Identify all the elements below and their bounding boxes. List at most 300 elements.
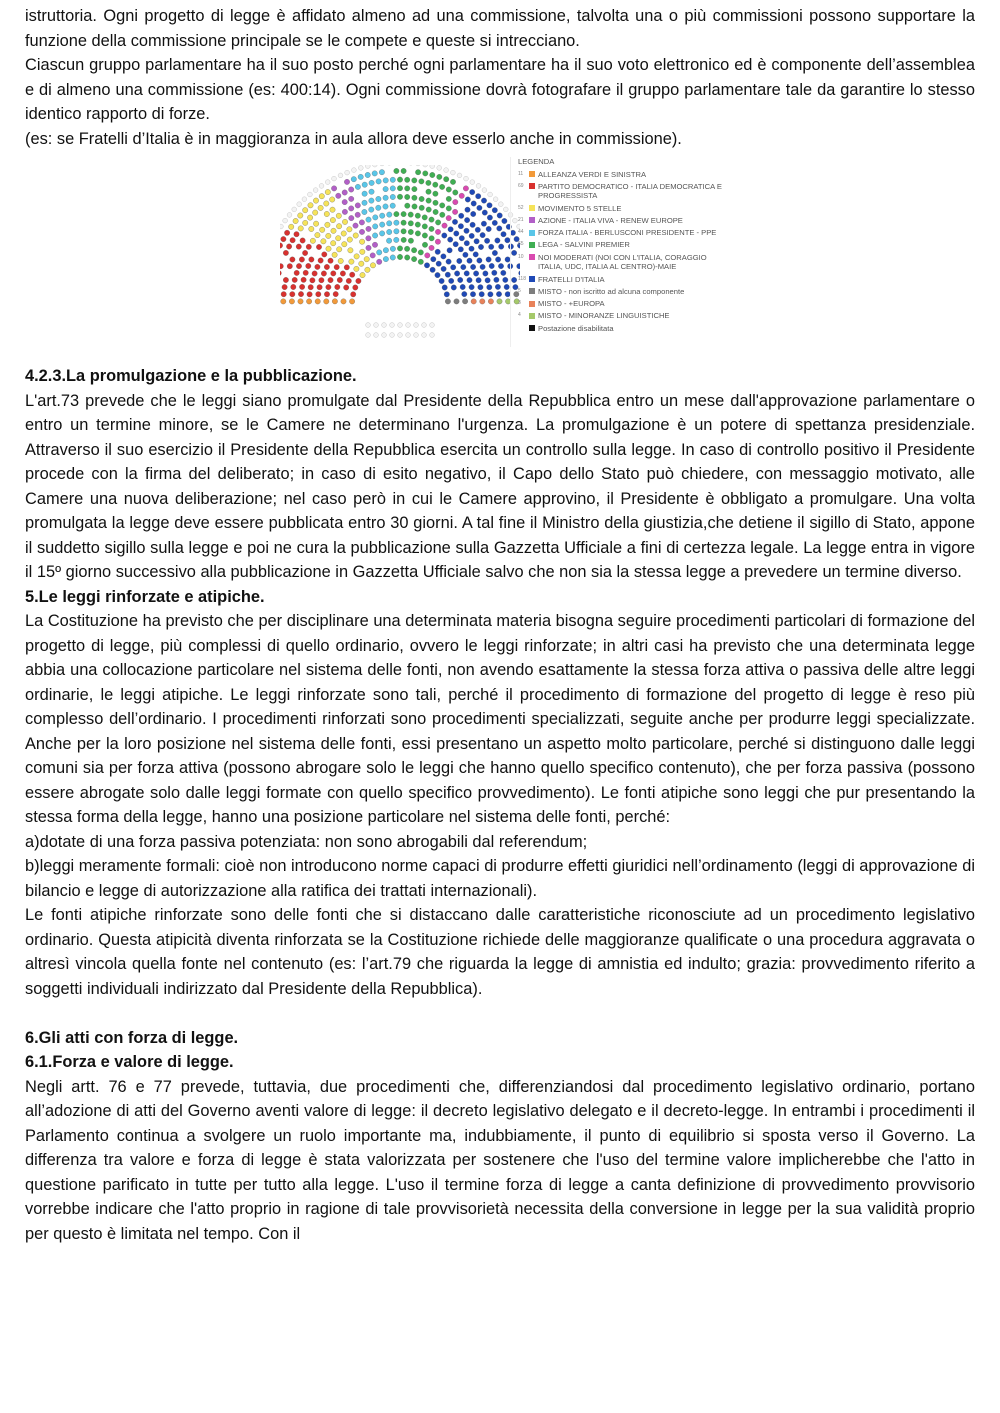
seat-marker — [370, 263, 375, 268]
seat-marker — [394, 211, 399, 216]
legend-item-count: 3 — [518, 300, 521, 307]
seat-marker — [453, 242, 458, 247]
seat-marker — [484, 238, 489, 243]
seat-marker — [322, 252, 327, 257]
legend-item-count: 5 — [518, 287, 521, 294]
parliament-seating-figure — [25, 157, 975, 354]
seat-marker — [331, 241, 336, 246]
seat-marker — [364, 257, 369, 262]
seat-marker — [401, 229, 406, 234]
seat-marker — [315, 299, 320, 304]
seat-marker — [397, 246, 402, 251]
empty-seat-marker — [380, 165, 385, 166]
seat-marker — [441, 254, 446, 259]
seat-marker — [405, 186, 410, 191]
seat-marker — [511, 250, 516, 255]
seat-marker — [463, 252, 468, 257]
bench-seat-marker — [406, 323, 411, 328]
legend-item-label: ALLEANZA VERDI E SINISTRA — [538, 169, 647, 179]
seat-marker — [408, 229, 413, 234]
seat-marker — [492, 270, 497, 275]
legend-swatch — [529, 254, 535, 260]
seat-marker — [280, 243, 283, 248]
paragraph: La Costituzione ha previsto che per disciplinare una determinata materia bisogna seguire procedimenti particolari di formazione del progetto di legge, più complessi di quello ordinario, ovvero le leggi rinforzate; in altri casi ha previsto che una determinata legge abbia una collocazione particolare nel sistema delle fonti, non avendo esattamente la stessa forza attiva o passiva delle altre leggi ordinarie, le leggi atipiche. Le leggi rinforzate sono tali, perché il procedimento di formazione del progetto di legge è reso più complesso dell’ordinario. I procedimenti rinforzati sono procedimenti specializzati, seguite anche per produrre leggi specializzate. Anche per la loro posizione nel sistema delle fonti, essi presentano un aspetto molto particolare, perché si distinguono dalle leggi comuni sia per forza attiva (possono abrogare solo le leggi che hanno quello specifico contenuto), che per forza passiva (possono essere abrogate solo dalle leggi formate con quello specifico provvedimento). Le fonti atipiche sono leggi che pur presentando la stessa forma della legge, hanno una posizione particolare nel sistema delle fonti, perché: — [25, 612, 975, 826]
seat-marker — [471, 299, 476, 304]
seat-marker — [499, 244, 504, 249]
seat-marker — [331, 271, 336, 276]
seat-marker — [324, 201, 329, 206]
seat-marker — [412, 204, 417, 209]
seat-marker — [342, 219, 347, 224]
seat-marker — [379, 170, 384, 175]
bench-seat-marker — [374, 333, 379, 338]
seat-marker — [337, 247, 342, 252]
seat-marker — [362, 200, 367, 205]
empty-seat-marker — [470, 180, 475, 185]
empty-seat-marker — [292, 207, 297, 212]
seat-marker — [287, 264, 292, 269]
seat-marker — [469, 233, 474, 238]
seat-marker — [453, 199, 458, 204]
seat-marker — [436, 261, 441, 266]
seat-marker — [342, 209, 347, 214]
seat-marker — [462, 299, 467, 304]
seat-marker — [326, 246, 331, 251]
seat-marker — [488, 299, 493, 304]
seat-marker — [316, 292, 321, 297]
seat-marker — [465, 197, 470, 202]
seat-marker — [442, 233, 447, 238]
seat-marker — [324, 211, 329, 216]
seat-marker — [435, 239, 440, 244]
paragraph: L'art.73 prevede che le leggi siano promulgate dal Presidente della Repubblica entro un mese dall'approvazione parlamentare o entro un termine minore, se le Camere ne determinano l'urgenza. La promulgazione è un potere di spettanza presidenziale. Attraverso il suo esercizio il Presidente della Repubblica esercita un controllo sulla legge. In caso di controllo positivo il Presidente procede con la firma del deliberato; in caso di esito negativo, il Capo dello Stato può chiedere, con messaggio motivato, alle Camere una nuova deliberazione; nel caso però in cui le Camere approvino, il Presidente è obbligato a promulgare. Una volta promulgata la legge deve essere pubblicata entro 30 giorni. A tal fine il Ministro della giustizia,che detiene il sigillo di Stato, appone il suddetto sigillo sulla legge e poi ne cura la pubblicazione sulla Gazzetta Ufficiale a fini di certezza legale. La legge entra in vigore il 15º giorno successivo alla pubblicazione in Gazzetta Ufficiale salvo che non sia la stessa legge a prevedere un termine diverso. — [25, 391, 975, 581]
seat-marker — [302, 250, 307, 255]
seat-marker — [459, 213, 464, 218]
seat-marker — [444, 177, 449, 182]
seat-marker — [496, 291, 501, 296]
seat-marker — [475, 227, 480, 232]
seat-marker — [349, 196, 354, 201]
seat-marker — [387, 221, 392, 226]
seat-marker — [445, 272, 450, 277]
seat-marker — [394, 220, 399, 225]
seat-marker — [344, 265, 349, 270]
seat-marker — [346, 278, 351, 283]
seat-marker — [418, 259, 423, 264]
seat-marker — [284, 230, 289, 235]
legend-item-label: LEGA - SALVINI PREMIER — [538, 240, 630, 250]
seat-marker — [433, 191, 438, 196]
seat-marker — [448, 237, 453, 242]
legend-item-label: Postazione disabilitata — [538, 323, 614, 333]
legend-swatch — [529, 217, 535, 223]
bench-seat-marker — [374, 323, 379, 328]
seat-marker — [474, 239, 479, 244]
empty-seat-marker — [498, 202, 503, 207]
seat-marker — [353, 223, 358, 228]
legend-swatch — [529, 301, 535, 307]
seat-marker — [362, 209, 367, 214]
bench-seat-marker — [382, 323, 387, 328]
seat-marker — [366, 245, 371, 250]
seat-marker — [467, 258, 472, 263]
seat-marker — [437, 174, 442, 179]
seat-marker — [332, 252, 337, 257]
bench-seat-marker — [414, 323, 419, 328]
seat-marker — [467, 277, 472, 282]
seat-marker — [448, 227, 453, 232]
bench-seat-marker — [366, 333, 371, 338]
bench-seat-marker — [366, 323, 371, 328]
seat-marker — [454, 271, 459, 276]
seat-marker — [347, 227, 352, 232]
seat-marker — [373, 224, 378, 229]
seat-marker — [431, 257, 436, 262]
seat-marker — [318, 258, 323, 263]
seat-marker — [383, 204, 388, 209]
bench-seat-marker — [430, 323, 435, 328]
empty-seat-marker — [308, 192, 313, 197]
seat-marker — [446, 215, 451, 220]
seat-marker — [469, 246, 474, 251]
legend-swatch — [529, 230, 535, 236]
seat-marker — [441, 266, 446, 271]
seat-marker — [307, 215, 312, 220]
seat-marker — [325, 189, 330, 194]
legend-item — [518, 216, 733, 226]
legend-item — [518, 287, 733, 297]
seat-marker — [280, 264, 283, 269]
seat-marker — [369, 189, 374, 194]
empty-seat-marker — [430, 165, 435, 169]
seat-marker — [347, 237, 352, 242]
seat-marker — [426, 189, 431, 194]
seat-marker — [465, 207, 470, 212]
seat-marker — [408, 212, 413, 217]
seat-marker — [376, 205, 381, 210]
seat-marker — [464, 228, 469, 233]
legend-item-count: 44 — [518, 229, 524, 236]
seat-marker — [415, 170, 420, 175]
seat-marker — [336, 236, 341, 241]
empty-seat-marker — [313, 188, 318, 193]
legend-item-label: MISTO - +EUROPA — [538, 299, 605, 309]
seat-marker — [387, 212, 392, 217]
seat-marker — [454, 299, 459, 304]
seat-marker — [397, 177, 402, 182]
seat-marker — [283, 250, 288, 255]
paragraph-intro-1: istruttoria. Ogni progetto di legge è affidato almeno ad una commissione, talvolta una o più commissioni possono supportare la funzione della commissione principale se le compete e queste si intrecciano. — [25, 7, 975, 50]
seat-marker — [298, 213, 303, 218]
legend-item-count: 69 — [518, 182, 524, 189]
paragraph: Le fonti atipiche rinforzate sono delle fonti che si distaccano dalle caratteristiche riconosciute ad un procedimento legislativo ordinario. Questa atipicità diventa rinforzata se la Costituzione richiede delle maggioranze qualificate o una procedura aggravata o altresì vincola quella fonte nel contenuto (es: l’art.79 che riguarda la legge di amnistia ed indulto; grazia: provvedimento riferito a soggetti individuali indirizzato dal Presidente della Repubblica). — [25, 906, 975, 998]
seat-marker — [317, 285, 322, 290]
legend-item — [518, 228, 733, 238]
seat-marker — [495, 257, 500, 262]
seat-marker — [477, 258, 482, 263]
legend-item-label: AZIONE - ITALIA VIVA - RENEW EUROPE — [538, 215, 683, 225]
seat-marker — [440, 212, 445, 217]
legend-swatch — [529, 325, 535, 331]
legend-item — [518, 204, 733, 214]
seat-marker — [501, 270, 506, 275]
seat-marker — [380, 213, 385, 218]
bench-seat-marker — [430, 333, 435, 338]
seat-marker — [487, 215, 492, 220]
seat-marker — [498, 263, 503, 268]
seat-marker — [397, 254, 402, 259]
seat-marker — [379, 231, 384, 236]
seat-marker — [298, 299, 303, 304]
legend-item — [518, 182, 733, 201]
seat-marker — [405, 177, 410, 182]
seat-marker — [337, 277, 342, 282]
seat-marker — [429, 245, 434, 250]
seat-marker — [394, 229, 399, 234]
seat-marker — [362, 182, 367, 187]
seat-marker — [419, 205, 424, 210]
seat-marker — [470, 222, 475, 227]
seat-marker — [353, 285, 358, 290]
empty-seat-marker — [488, 192, 493, 197]
seat-marker — [360, 249, 365, 254]
empty-seat-marker — [457, 173, 462, 178]
legend-item — [518, 240, 733, 250]
seat-marker — [422, 242, 427, 247]
seat-marker — [330, 207, 335, 212]
seat-marker — [390, 246, 395, 251]
seat-marker — [426, 180, 431, 185]
seat-marker — [401, 237, 406, 242]
seat-marker — [315, 264, 320, 269]
seat-marker — [459, 193, 464, 198]
seat-marker — [408, 221, 413, 226]
legend-item-label: MISTO - non iscritto ad alcuna componente — [538, 286, 685, 296]
seat-marker — [387, 229, 392, 234]
legend-item — [518, 311, 733, 321]
legend-items — [518, 170, 733, 334]
seat-marker — [401, 220, 406, 225]
seat-marker — [430, 172, 435, 177]
seat-marker — [422, 215, 427, 220]
seat-marker — [426, 198, 431, 203]
seat-marker — [394, 168, 399, 173]
seat-marker — [303, 220, 308, 225]
bench-seat-marker — [422, 323, 427, 328]
empty-seat-marker — [338, 173, 343, 178]
seat-marker — [446, 196, 451, 201]
seat-marker — [435, 272, 440, 277]
seat-marker — [331, 186, 336, 191]
seat-marker — [359, 220, 364, 225]
seat-marker — [289, 299, 294, 304]
seat-marker — [476, 278, 481, 283]
seat-marker — [290, 292, 295, 297]
seat-marker — [383, 186, 388, 191]
seat-marker — [451, 265, 456, 270]
seat-marker — [458, 247, 463, 252]
seat-marker — [401, 211, 406, 216]
empty-seat-marker — [464, 176, 469, 181]
seat-marker — [494, 277, 499, 282]
seat-marker — [290, 238, 295, 243]
empty-seat-marker — [287, 213, 292, 218]
seat-marker — [325, 222, 330, 227]
bench-seat-marker — [406, 333, 411, 338]
seat-marker — [469, 284, 474, 289]
seat-marker — [501, 232, 506, 237]
seat-marker — [358, 174, 363, 179]
seat-marker — [492, 250, 497, 255]
seat-marker — [486, 257, 491, 262]
seat-marker — [342, 190, 347, 195]
seat-marker — [473, 252, 478, 257]
seat-marker — [344, 285, 349, 290]
legend-item-label: FRATELLI D'ITALIA — [538, 274, 605, 284]
seat-marker — [315, 232, 320, 237]
seat-marker — [429, 236, 434, 241]
seat-marker — [471, 211, 476, 216]
seat-marker — [359, 261, 364, 266]
seat-marker — [444, 292, 449, 297]
seat-marker — [355, 203, 360, 208]
seat-marker — [415, 213, 420, 218]
legend-swatch — [529, 313, 535, 319]
empty-seat-marker — [352, 168, 357, 173]
seat-marker — [336, 224, 341, 229]
seat-marker — [281, 299, 286, 304]
legend-item-count: 4 — [518, 312, 521, 319]
seat-marker — [405, 203, 410, 208]
seat-marker — [445, 299, 450, 304]
seat-marker — [480, 299, 485, 304]
seat-marker — [293, 218, 298, 223]
seat-marker — [412, 186, 417, 191]
document-body — [25, 364, 975, 1246]
seat-marker — [510, 230, 515, 235]
seat-marker — [301, 277, 306, 282]
seat-marker — [446, 187, 451, 192]
legend-swatch — [529, 171, 535, 177]
seat-marker — [397, 194, 402, 199]
seating-legend — [518, 157, 733, 336]
seat-marker — [486, 226, 491, 231]
seat-marker — [340, 271, 345, 276]
empty-seat-marker — [476, 184, 481, 189]
seat-marker — [464, 271, 469, 276]
document-page — [25, 4, 975, 1246]
paragraph-intro-2: Ciascun gruppo parlamentare ha il suo posto perché ogni parlamentare ha il suo voto elettronico ed è componente dell’assemblea e di almeno una commissione (es: 400:14). Ogni commissione dovrà fotografare il gruppo parlamentare tale da garantire lo stesso identico rapporto di forze. — [25, 56, 975, 123]
seat-marker — [355, 212, 360, 217]
empty-seat-marker — [503, 207, 508, 212]
empty-seat-marker — [513, 218, 518, 223]
seat-marker — [442, 285, 447, 290]
seat-marker — [334, 264, 339, 269]
seat-marker — [333, 291, 338, 296]
seat-marker — [359, 229, 364, 234]
legend-item — [518, 324, 733, 334]
seat-marker — [433, 209, 438, 214]
seat-marker — [489, 263, 494, 268]
seat-marker — [503, 277, 508, 282]
legend-item-label: NOI MODERATI (NOI CON L'ITALIA, CORAGGIO ITALIA, UDC, ITALIA AL CENTRO)-MAIE — [538, 252, 707, 272]
seat-marker — [291, 284, 296, 289]
bench-seat-marker — [422, 333, 427, 338]
seat-marker — [290, 257, 295, 262]
legend-item — [518, 275, 733, 285]
seat-marker — [328, 277, 333, 282]
seat-marker — [369, 180, 374, 185]
seat-marker — [470, 264, 475, 269]
seat-marker — [313, 210, 318, 215]
paragraph: Negli artt. 76 e 77 prevede, tuttavia, due procedimenti che, differenziandosi dal procedimento legislativo ordinario, portano all’adozione di atti del Governo aventi valore di legge: il decreto legislativo delegato e il decreto-legge. In entrambi i procedimenti il Parlamento continua a svolgere un ruolo importante ma, indubbiamente, il punto di equilibrio si sposta verso il Governo. La differenza tra valore e forza di legge è stata valorizzata per sostenere che l'uso del termine valore implicherebbe che l'atto in questione parificato in tutte per tutto alla legge. L'uso il termine forza di legge a canta definizione di provvedimento provvisorio vorrebbe indicare che l'atto proprio in ragione di tale provvisorietà necessita della conversione in legge per la sua validità proprio per questo è limitata nel tempo. Con il — [25, 1077, 975, 1243]
seat-marker — [479, 292, 484, 297]
seat-marker — [349, 299, 354, 304]
seat-marker — [326, 284, 331, 289]
seat-marker — [376, 196, 381, 201]
bench-seat-marker — [390, 323, 395, 328]
seat-marker — [349, 259, 354, 264]
seat-marker — [429, 217, 434, 222]
seat-marker — [447, 248, 452, 253]
section-heading: 6.1.Forza e valore di legge. — [25, 1053, 234, 1071]
seat-marker — [433, 182, 438, 187]
seat-marker — [330, 217, 335, 222]
seat-marker — [452, 219, 457, 224]
seat-marker — [408, 238, 413, 243]
seat-marker — [383, 256, 388, 261]
seat-marker — [462, 291, 467, 296]
bench-seat-marker — [390, 333, 395, 338]
seat-marker — [319, 278, 324, 283]
legend-swatch — [529, 205, 535, 211]
seat-marker — [308, 203, 313, 208]
empty-seat-marker — [283, 218, 288, 223]
seat-marker — [460, 284, 465, 289]
seat-marker — [383, 178, 388, 183]
seat-marker — [306, 299, 311, 304]
seat-marker — [390, 177, 395, 182]
seat-marker — [353, 233, 358, 238]
seat-marker — [405, 255, 410, 260]
seat-marker — [318, 205, 323, 210]
seat-marker — [397, 186, 402, 191]
seat-marker — [497, 299, 502, 304]
seat-marker — [433, 200, 438, 205]
seat-marker — [341, 231, 346, 236]
empty-seat-marker — [482, 188, 487, 193]
seat-marker — [335, 284, 340, 289]
section-heading: 4.2.3.La promulgazione e la pubblicazione. — [25, 367, 357, 385]
seat-marker — [320, 227, 325, 232]
seat-marker — [324, 264, 329, 269]
seat-marker — [483, 271, 488, 276]
legend-item-count: 118 — [518, 275, 526, 282]
bench-seat-marker — [398, 323, 403, 328]
seat-marker — [390, 203, 395, 208]
seat-marker — [349, 206, 354, 211]
seat-marker — [307, 292, 312, 297]
figure-divider — [510, 157, 511, 347]
seat-marker — [377, 259, 382, 264]
seat-marker — [303, 208, 308, 213]
seat-marker — [372, 233, 377, 238]
seat-marker — [312, 271, 317, 276]
seat-marker — [446, 259, 451, 264]
seat-marker — [294, 270, 299, 275]
seat-marker — [299, 257, 304, 262]
seat-marker — [383, 195, 388, 200]
